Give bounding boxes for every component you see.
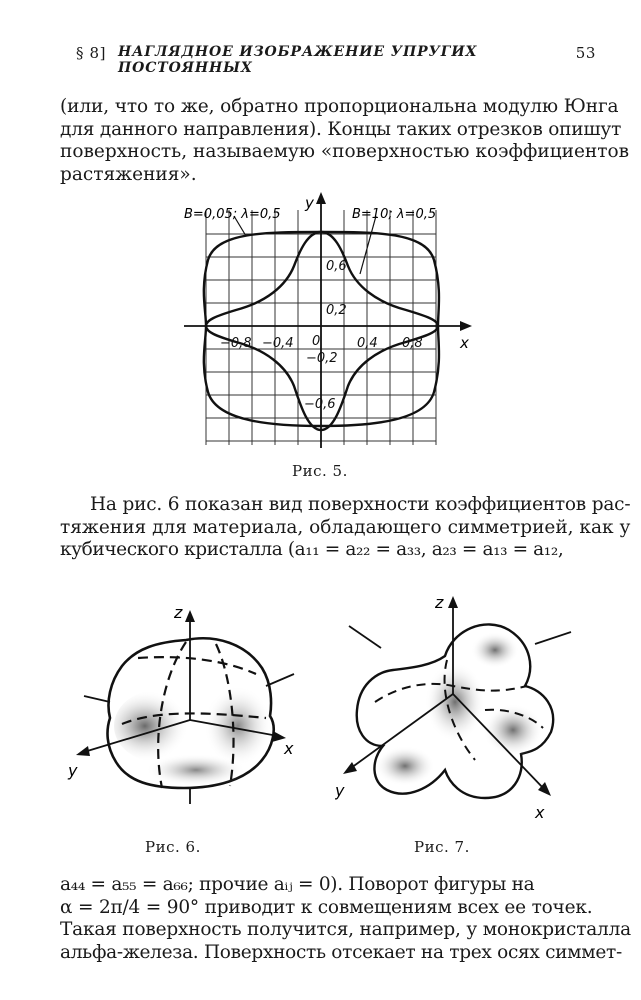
- tick-x: 0: [312, 334, 321, 349]
- axis-y-label: y: [305, 194, 314, 212]
- shading: [483, 704, 543, 756]
- figure-6-surface: [66, 598, 306, 823]
- paragraph-1: [60, 96, 630, 186]
- header-title: НАГЛЯДНОЕ ИЗОБРАЖЕНИЕ УПРУГИХ ПОСТОЯННЫХ: [118, 44, 478, 76]
- text-line: для данного направления). Концы таких отрезков опишут: [60, 118, 622, 140]
- axis-z-label: z: [174, 603, 183, 622]
- text-line: α = 2π/4 = 90° приводит к совмещениям всех ее точек.: [60, 896, 593, 918]
- running-header: [76, 44, 596, 76]
- label-left: B=0,05; λ=0,5: [184, 207, 281, 222]
- tick-y: −0,2: [306, 351, 338, 366]
- shading: [375, 746, 435, 786]
- figure-7-surface: [335, 590, 585, 822]
- paragraph-3: [60, 874, 631, 964]
- figure-5-plot: [176, 190, 476, 450]
- text-line: кубического кристалла (a₁₁ = a₂₂ = a₃₃, a₂₃ = a₁₃ = a₁₂,: [60, 539, 564, 560]
- tick-y: −0,6: [304, 397, 336, 412]
- tick-x: −0,8: [220, 336, 252, 351]
- figure-6-caption: Рис. 6.: [145, 838, 201, 856]
- axis-x-label: x: [535, 803, 545, 822]
- figure-5-caption: Рис. 5.: [292, 462, 348, 480]
- figure-7-caption: Рис. 7.: [414, 838, 470, 856]
- shading: [204, 686, 272, 766]
- axis-y-label: y: [68, 761, 78, 780]
- tick-y: 0,2: [326, 303, 347, 318]
- text-line: a₄₄ = a₅₅ = a₆₆; прочие aᵢⱼ = 0). Поворот фигуры на: [60, 874, 535, 895]
- text-line: тяжения для материала, обладающего симметрией, как у: [60, 516, 631, 538]
- tick-x: −0,4: [262, 336, 294, 351]
- axis-x-label: x: [284, 739, 294, 758]
- axis-z-label: z: [435, 593, 444, 612]
- leader-line: [360, 216, 376, 274]
- paragraph-2: [60, 494, 631, 562]
- text-line: растяжения».: [60, 163, 197, 185]
- text-line: Такая поверхность получится, например, у монокристалла: [60, 919, 631, 940]
- label-right: B=10; λ=0,5: [352, 207, 437, 222]
- header-section: § 8]: [76, 44, 107, 62]
- text-line: (или, что то же, обратно пропорциональна модулю Юнга: [60, 96, 619, 117]
- shading: [471, 632, 519, 668]
- text-line: поверхность, называемую «поверхностью коэффициентов: [60, 141, 630, 162]
- text-line: альфа-железа. Поверхность отсекает на трех осях симмет-: [60, 941, 622, 963]
- tick-y: 0,6: [326, 259, 347, 274]
- text-line: На рис. 6 показан вид поверхности коэффициентов рас-: [90, 494, 631, 515]
- page-number: 53: [575, 44, 596, 62]
- tick-x: 0,4: [357, 336, 378, 351]
- axis-x-label: x: [460, 334, 469, 352]
- shading: [425, 662, 485, 742]
- tick-x: 0,8: [402, 336, 423, 351]
- axis-y-label: y: [335, 781, 345, 800]
